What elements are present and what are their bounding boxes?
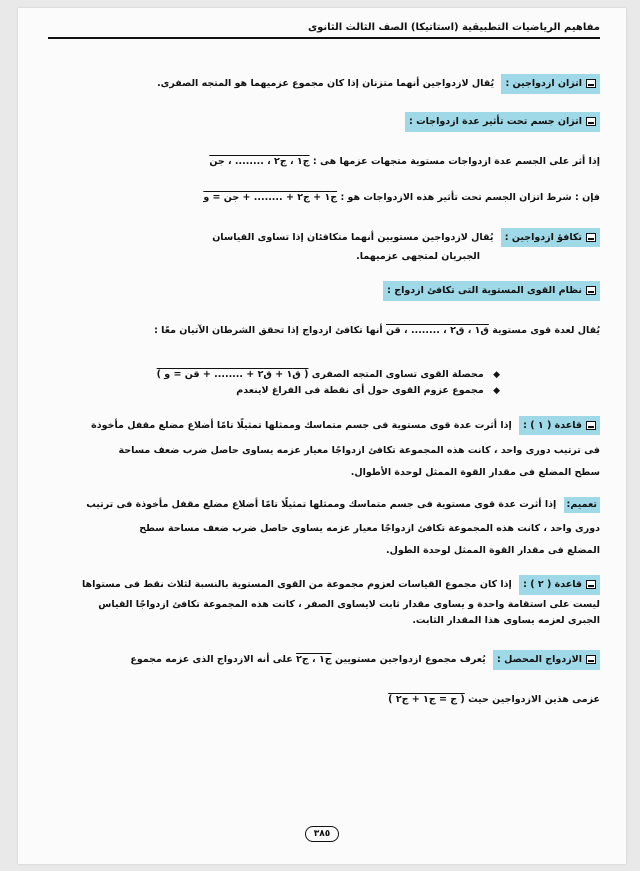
resultant-couple xyxy=(44,650,600,670)
system-forces-tail: أنها تكافئ ازدواج إذا تحقق الشرطان الآتيان معًا : xyxy=(154,325,383,337)
book-icon xyxy=(586,117,596,126)
rule-2 xyxy=(44,575,600,595)
section-text-continued xyxy=(44,251,600,263)
generalization-title: تعميم xyxy=(570,499,597,511)
section-heading-highlight: تعميم: xyxy=(564,497,600,513)
section-heading-highlight: الازدواج المحصل : xyxy=(493,650,600,670)
section-title: اتزان جسم تحت تأثير عدة ازدواجات : xyxy=(409,115,582,127)
condition-item xyxy=(44,385,600,397)
condition-text: مجموع عزوم القوى حول أى نقطة فى الفراغ لاينعدم xyxy=(236,385,484,397)
rule-title: قاعدة ( ٢ ) xyxy=(530,578,582,590)
generalization-line: إذا أثرت عدة قوى مستوية فى جسم متماسك وممثلها تمثيلًا تامًا أضلاع مضلع مقفل مأخوذة فى ترتيب xyxy=(86,499,557,511)
diamond-bullet-icon: ◆ xyxy=(493,370,500,380)
resultant-text: يُعرف مجموع ازدواجين مستويين xyxy=(334,654,486,666)
section-heading-highlight: قاعدة ( ١ ) : xyxy=(519,416,600,436)
equivalence-text-2: الجبريان لمتجهى عزميهما. xyxy=(356,251,480,263)
condition-item xyxy=(44,369,600,381)
rule-line: فى ترتيب دورى واحد ، كانت هذه المجموعة تكافئ ازدواجًا معيار عزمه يساوى حاصل ضرب ضعف مساحة xyxy=(118,445,600,457)
book-icon xyxy=(586,233,596,242)
condition-text: محصلة القوى تساوى المتجه الصفرى xyxy=(311,369,484,380)
book-icon xyxy=(586,286,596,295)
book-icon xyxy=(586,421,596,430)
diamond-bullet-icon: ◆ xyxy=(493,386,500,397)
section-title: الازدواج المحصل xyxy=(504,654,582,666)
system-forces-text: يُقال لعدة قوى مستوية xyxy=(492,325,600,337)
rule-line: ليست على استقامة واحدة و يساوى مقدار ثابت لايساوى الصفر ، كانت هذه المجموعة تكافئ ازدواجًا القياس xyxy=(98,598,600,610)
generalization-line: دورى واحد ، كانت هذه المجموعة تكافئ ازدواجًا معيار عزمه يساوى حاصل ضرب ضعف مساحة سطح xyxy=(139,523,600,534)
resultant-line-2-text: عزمى هذين الازدواجين حيث xyxy=(468,694,600,706)
book-icon xyxy=(586,79,596,88)
page-content xyxy=(44,70,600,710)
system-forces-line xyxy=(44,325,600,337)
section-equivalence xyxy=(44,228,600,248)
book-icon xyxy=(586,580,596,589)
section-title: اتزان ازدواجين xyxy=(512,78,582,89)
section-system-forces xyxy=(44,281,600,301)
document-page xyxy=(18,8,626,864)
section-equilibrium-two-couples xyxy=(44,74,600,94)
rule-title: قاعدة ( ١ ) xyxy=(530,419,582,431)
resultant-text-2: على أنه الازدواج الذى عزمه مجموع xyxy=(130,654,293,666)
condition-symbols: ( ق١ + ق٢ + ........ + قن = و ) xyxy=(156,369,309,380)
generalization xyxy=(44,497,600,513)
rule-line: الجبرى لعزمه يساوى هذا المقدار الثابت. xyxy=(412,614,600,626)
section-title: نظام القوى المستوية التى تكافئ ازدواج : xyxy=(387,285,582,297)
couple-sum-symbols: ج١ ، ج٢ ، ........ ، جن xyxy=(209,155,310,167)
section-heading-highlight xyxy=(383,281,600,301)
section-heading-highlight xyxy=(405,112,600,132)
equilibrium-condition-line xyxy=(44,192,600,204)
section-heading-highlight: اتزان ازدواجين : xyxy=(501,74,600,94)
couple-sum-line xyxy=(44,156,600,168)
system-forces-symbols: ق١ ، ق٢ ، ........ ، قن xyxy=(385,325,489,337)
section-text: يُقال لازدواجين مستويين أنهما متكافئان إذا تساوى القياسان xyxy=(212,231,494,243)
equilibrium-condition-text: فإن : شرط اتزان الجسم تحت تأثير هذه الازدواجات هو : xyxy=(340,191,600,203)
rule-line: إذا كان مجموع القياسات لعزوم مجموعة من القوى المستوية بالنسبة لثلاث نقط فى مستواها xyxy=(81,578,512,590)
page-header xyxy=(48,22,600,39)
equilibrium-condition-symbols: ج١ + ج٢ + ........ + جن = و xyxy=(203,191,338,203)
generalization-line: المضلع فى مقدار القوة الممثل لوحدة الطول. xyxy=(385,544,600,556)
header-title: مفاهيم الرياضيات التطبيقية (استاتيكا) الصف الثالث الثانوى xyxy=(307,22,600,33)
page-number: ٣٨٥ xyxy=(305,826,339,842)
book-icon xyxy=(586,655,596,664)
resultant-line-2 xyxy=(44,694,600,706)
couple-sum-text: إذا أثر على الجسم عدة ازدواجات مستوية متجهات عزمها هى : xyxy=(312,155,600,167)
rule-line: سطح المضلع فى مقدار القوة الممثل لوحدة الأطوال. xyxy=(350,467,600,479)
rule-1 xyxy=(44,416,600,436)
section-heading-highlight: تكافؤ ازدواجين : xyxy=(501,228,600,248)
resultant-formula: ( ج = ج١ + ج٢ ) xyxy=(388,694,465,706)
section-text: يُقال لازدواجين أنهما متزنان إذا كان مجموع عزميهما هو المتجه الصفرى. xyxy=(157,78,495,89)
section-heading-highlight: قاعدة ( ٢ ) : xyxy=(519,575,600,595)
rule-line: إذا أثرت عدة قوى مستوية فى جسم متماسك وممثلها تمثيلًا تامًا أضلاع مضلع مقفل مأخوذة xyxy=(91,419,512,431)
section-body-equilibrium xyxy=(44,112,600,132)
resultant-symbols: ج١ ، ج٢ xyxy=(296,654,332,666)
section-title: تكافؤ ازدواجين xyxy=(511,231,582,243)
